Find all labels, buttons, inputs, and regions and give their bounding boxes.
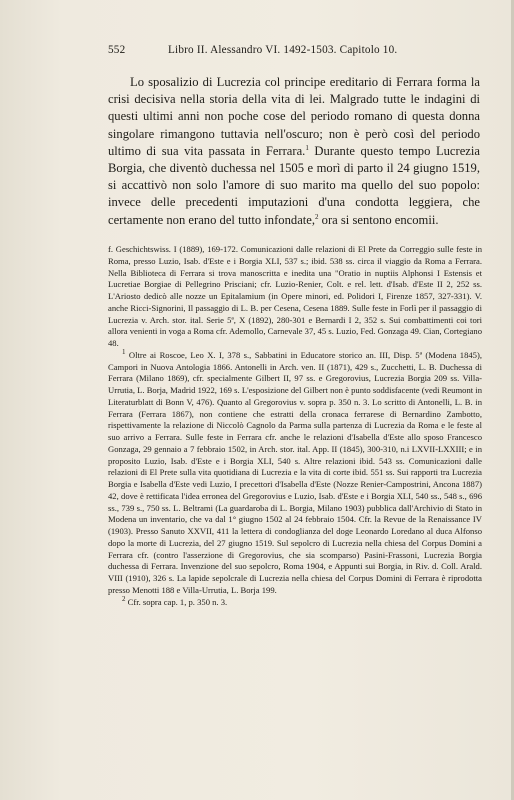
page-number: 552 <box>108 44 126 56</box>
running-title: Libro II. Alessandro VI. 1492-1503. Capitolo 10. <box>168 44 398 56</box>
footnote-continued: f. Geschichtswiss. I (1889), 169-172. Comunicazioni dalle relazioni di El Prete da Correggio sulle feste in Roma, presso Luzio, Isab. d'Este e i Borgia XLI, 537 s.; ibid. 538 ss. circa il viaggio da Roma a Ferrara. Nella Biblioteca di Ferrara si trova manoscritta e inedita una "Oratio in nuptiis Alphonsi I Estensis et Lucretiae Borgiae di Pellegrino Prisciani; cfr. Luzio-Renier, Colt. e rel. lett. d'Isab. d'Este II 2, 252 ss. L'Ariosto dedicò alle nozze un Epitalamium (in Opere minori, ed. Polidori I, Firenze 1857, 327-331). V. anche Ricci-Signorini, Il passaggio di L. B. per Cesena, Cesena 1889. Sulle feste in Forlì per il passaggio di Lucrezia v. Arch. stor. ital. Serie 5ª, X (1892), 280-301 e Bernardi I 2, 352 s. Sui combattimenti coi tori allora venienti in voga a Roma cfr. Ademollo, Carnevale 37, 45 s. Luzio, Fed. Gonzaga 49. Cian, Cortegiano 48. <box>108 244 482 348</box>
footnote-1-text: Oltre ai Roscoe, Leo X. I, 378 s., Sabbatini in Educatore storico an. III, Disp. 5ª (Modena 1845), Campori in Nuova Antologia 1866. Antonelli in Arch. ven. II (1871), 429 s., Zucchetti, L. B. Duchessa di Ferrara (Milano 1869), cfr. specialmente Gilbert II, 97 ss. e Gregorovius, Lucrezia Borgia 209 ss. Villa-Urrutia, L. Borja, Madrid 1922, 169 s. L'esposizione del Gilbert non è punto soddisfacente (vedi Reumont in Literaturblatt di Bonn V, 476). Quanto al Gregorovius v. sopra p. 350 n. 3. Lo scritto di Antonelli, L. B. in Ferrara (Ferrara 1867), non contiene che estratti della cronaca ferrarese di Bernardino Zambotto, rispettivamente la relazione di Niccolò Cagnolo da Parma sulla partenza di Lucrezia da Roma e le feste al suo arrivo a Ferrara. Sulle feste in Ferrara cfr. anche le relazioni d'Isabella d'Este allo sposo Francesco Gonzaga, 29 gennaio a 7 febbraio 1502, in Arch. stor. ital. App. II (1845), 300-310, n.i LXVII-LXXIII; e in proposito Luzio, Isab. d'Este e i Borgia XLI, 540 s. Altre relazioni ibid. 543 ss. Comunicazioni dalle relazioni di El Prete sulla vita quotidiana di Lucrezia e la vita di corte ibid. 551 ss. Sui rapporti tra Lucrezia Borgia e Isabella d'Este vedi Luzio, I precettori d'Isabella d'Este (Nozze Renier-Campostrini, Ancona 1887) 42, dove è rettificata l'idea erronea del Gregorovius e Luzio, Isab. d'Este e i Borgia XLI, 540 ss., 548 s., 696 ss., 739 s., 750 ss. L. Beltrami (La guardaroba di L. Borgia, Milano 1903) pubblica dall'Archivio di Stato in Modena un inventario, che va dal 1° giugno 1502 al 24 febbraio 1504. Cfr. la Revue de la Renaissance IV (1903). Presso Sanuto XXVII, 411 la lettera di condoglianza del doge Leonardo Loredano al duca Alfonso dopo la morte di Lucrezia, del 27 giugno 1519. Sul sepolcro di Lucrezia nella chiesa del Corpus Domini a Ferrara cfr. (contro l'asserzione di Gregorovius, che sia scomparso) Pasini-Frassoni, Lucrezia Borgia duchessa di Ferrara. Invenzione del suo sepolcro, Roma 1904, e Appunti sui Borgia, in Riv. d. Coll. Arald. VIII (1910), 326 s. La lapide sepolcrale di Lucrezia nella chiesa del Corpus Domini di Ferrara è riprodotta presso Menotti 188 e Villa-Urrutia, L. Borja 199. <box>108 349 482 595</box>
paragraph-text: Lo sposalizio di Lucrezia col principe ereditario di Ferrara forma la crisi decisiva nella storia della vita di lei. Malgrado tutte le indagini di questi ultimi anni non poche cose del periodo romano di questa donna singolare rimangono tuttavia nell'oscuro; non è però così del periodo ultimo di sua vita passata in Ferrara. <box>108 75 480 158</box>
paragraph-text-end: ora si sentono encomii. <box>318 212 439 227</box>
footnotes <box>108 244 482 608</box>
body-paragraph <box>108 74 480 229</box>
paragraph-text-cont: Durante questo tempo Lucrezia Borgia, che diventò duchessa nel 1505 e morì di parto il 24 giugno 1519, si accattivò non solo l'amore di suo marito ma quello del suo popolo: invece delle precedenti imputazioni d'una condotta leggiera, che certamente non erano del tutto infondate, <box>108 143 480 227</box>
footnote-ref-2: 2 <box>315 212 319 221</box>
footnote-2-text: Cfr. sopra cap. 1, p. 350 n. 3. <box>125 596 228 607</box>
footnote-2 <box>108 594 482 609</box>
main-text <box>108 74 480 229</box>
footnote-1 <box>108 347 482 597</box>
footnote-1-mark: 1 <box>122 347 126 356</box>
footnote-2-mark: 2 <box>122 594 126 603</box>
footnote-ref-1: 1 <box>305 143 309 152</box>
